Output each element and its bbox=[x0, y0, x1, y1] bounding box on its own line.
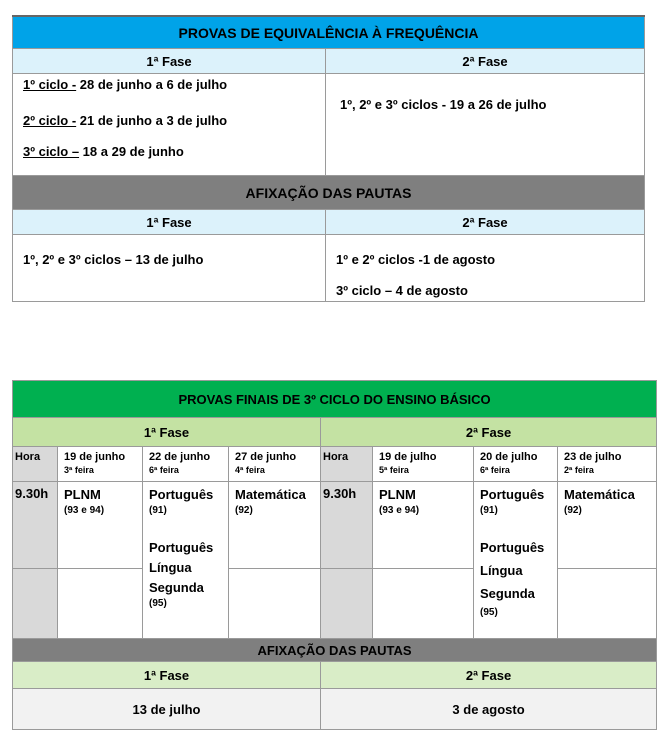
pls-line1: Português bbox=[480, 540, 545, 555]
time-cell-empty bbox=[321, 569, 373, 639]
day-date: 19 de julho bbox=[379, 451, 437, 463]
time-cell-2: 9.30h bbox=[321, 482, 373, 569]
provas-finais-title: PROVAS FINAIS DE 3º CICLO DO ENSINO BÁSICO bbox=[13, 381, 657, 418]
ciclo3-label: 3º ciclo – bbox=[23, 144, 80, 159]
pautas2-phase1-date: 13 de julho bbox=[13, 689, 321, 730]
day-weekday: 6ª feira bbox=[480, 465, 510, 475]
pls-code: (95) bbox=[480, 607, 498, 618]
empty-cell bbox=[373, 569, 474, 639]
ciclo3-text: 18 a 29 de junho bbox=[79, 144, 184, 159]
pf-phase2-header: 2ª Fase bbox=[321, 418, 657, 447]
empty-cell bbox=[558, 569, 657, 639]
subject-code: (91) bbox=[480, 505, 498, 516]
subject-name: PLNM bbox=[379, 487, 416, 502]
day-header bbox=[229, 447, 321, 482]
pls-line3: Segunda bbox=[480, 586, 535, 601]
subject-name: Matemática bbox=[564, 487, 635, 502]
subject-code: (93 e 94) bbox=[379, 505, 420, 516]
day-header bbox=[58, 447, 143, 482]
day-weekday: 3ª feira bbox=[64, 465, 94, 475]
subject-cell bbox=[474, 482, 558, 639]
day-weekday: 5ª feira bbox=[379, 465, 409, 475]
pls-line3: Segunda bbox=[149, 580, 204, 595]
ciclo2-label: 2º ciclo - bbox=[23, 113, 77, 128]
day-header bbox=[558, 447, 657, 482]
pautas1-phase2-header: 2ª Fase bbox=[326, 210, 645, 235]
pautas1-phase1-header: 1ª Fase bbox=[13, 210, 326, 235]
day-weekday: 4ª feira bbox=[235, 465, 265, 475]
pautas1-phase1-text: 1º, 2º e 3º ciclos – 13 de julho bbox=[23, 252, 204, 267]
day-weekday: 6ª feira bbox=[149, 465, 179, 475]
pautas2-phase2-header: 2ª Fase bbox=[321, 662, 657, 689]
hora-label-2: Hora bbox=[321, 447, 373, 482]
day-header bbox=[373, 447, 474, 482]
pautas1-phase2-line2: 3º ciclo – 4 de agosto bbox=[336, 283, 468, 298]
equivalencia-table bbox=[12, 15, 645, 302]
subject-name: Português bbox=[480, 487, 545, 502]
pautas2-phase2-date: 3 de agosto bbox=[321, 689, 657, 730]
equivalencia-title: PROVAS DE EQUIVALÊNCIA À FREQUÊNCIA bbox=[13, 16, 645, 49]
phase1-cell bbox=[13, 74, 326, 176]
ciclo1-label: 1º ciclo - bbox=[23, 77, 77, 92]
subject-name: Matemática bbox=[235, 487, 306, 502]
day-date: 23 de julho bbox=[564, 451, 622, 463]
ciclo2-line bbox=[13, 92, 325, 128]
provas-finais-table bbox=[12, 380, 657, 730]
pf-phase1-header: 1ª Fase bbox=[13, 418, 321, 447]
subject-cell bbox=[143, 482, 229, 639]
pautas1-phase2-cell bbox=[326, 235, 645, 302]
subject-cell bbox=[558, 482, 657, 569]
phase2-header: 2ª Fase bbox=[326, 49, 645, 74]
subject-name: Português bbox=[149, 487, 214, 502]
ciclo3-line bbox=[13, 128, 325, 159]
pls-code: (95) bbox=[149, 598, 167, 609]
pls-line2: Língua bbox=[480, 563, 523, 578]
pautas1-phase2-line1: 1º e 2º ciclos -1 de agosto bbox=[336, 252, 496, 267]
subject-code: (92) bbox=[235, 505, 253, 516]
hora-label-1: Hora bbox=[13, 447, 58, 482]
pls-line1: Português bbox=[149, 540, 214, 555]
day-header bbox=[474, 447, 558, 482]
ciclo2-text: 21 de junho a 3 de julho bbox=[76, 113, 228, 128]
time-cell-empty bbox=[13, 569, 58, 639]
pautas2-title: AFIXAÇÃO DAS PAUTAS bbox=[13, 639, 657, 662]
day-header bbox=[143, 447, 229, 482]
subject-name: PLNM bbox=[64, 487, 101, 502]
day-weekday: 2ª feira bbox=[564, 465, 594, 475]
subject-code: (91) bbox=[149, 505, 167, 516]
time-cell-1: 9.30h bbox=[13, 482, 58, 569]
phase2-cell bbox=[326, 74, 645, 176]
subject-cell bbox=[58, 482, 143, 569]
phase2-text: 1º, 2º e 3º ciclos - 19 a 26 de julho bbox=[340, 97, 547, 112]
day-date: 27 de junho bbox=[235, 451, 297, 463]
pautas1-title: AFIXAÇÃO DAS PAUTAS bbox=[13, 176, 645, 210]
ciclo1-line bbox=[13, 74, 325, 92]
empty-cell bbox=[229, 569, 321, 639]
subject-cell bbox=[229, 482, 321, 569]
subject-code: (93 e 94) bbox=[64, 505, 105, 516]
day-date: 22 de junho bbox=[149, 451, 211, 463]
subject-code: (92) bbox=[564, 505, 582, 516]
pls-line2: Língua bbox=[149, 560, 192, 575]
ciclo1-text: 28 de junho a 6 de julho bbox=[76, 77, 228, 92]
pautas1-phase1-cell bbox=[13, 235, 326, 302]
pautas2-phase1-header: 1ª Fase bbox=[13, 662, 321, 689]
empty-cell bbox=[58, 569, 143, 639]
day-date: 19 de junho bbox=[64, 451, 126, 463]
pls-subject bbox=[480, 536, 555, 619]
day-date: 20 de julho bbox=[480, 451, 538, 463]
pls-subject bbox=[149, 538, 226, 610]
subject-cell bbox=[373, 482, 474, 569]
phase1-header: 1ª Fase bbox=[13, 49, 326, 74]
